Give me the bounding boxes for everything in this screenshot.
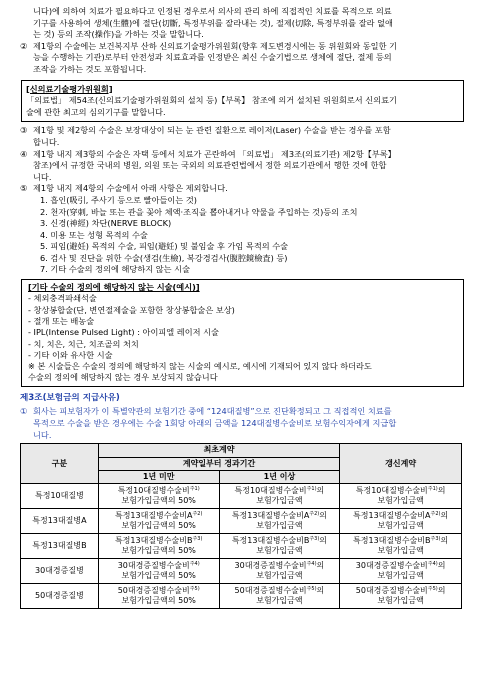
article3-number: ① <box>20 406 28 417</box>
para5-text: 제1항 내지 제4항의 수술에서 아래 사항은 제외합니다. <box>33 183 228 194</box>
article3-line-3: 니다. <box>33 429 52 440</box>
box2-title: [기타 수술의 정의에 해당하지 않는 시술(예시)] <box>28 282 200 293</box>
exclusion-item-6: 6. 검사 및 진단을 위한 수술(생검(生檢), 복강경검사(腹腔鏡檢査) 등) <box>40 252 288 263</box>
box2-item-4: - IPL(Intense Pulsed Light) : 아이피엘 레이저 시술 <box>28 327 219 338</box>
non-surgery-examples-box <box>21 279 464 387</box>
exclusion-item-2: 2. 천자(穿刺, 바늘 또는 관을 꽂아 체액·조직을 뽑아내거나 약물을 주입하는 것)등의 조치 <box>40 206 358 217</box>
para5-number: ⑤ <box>20 183 28 194</box>
intro-line-2: 기구를 사용하여 생체(生體)에 절단(切斷, 특정부위를 잘라내는 것), 절제(切除, 특정부위를 잘라 없애 <box>33 17 393 28</box>
article3-text-1: 회사는 피보험자가 이 특별약관의 보험기간 중에 “124대질병”으로 진단확정되고 그 직접적인 치료를 <box>33 406 392 417</box>
para4-line-1 <box>20 149 464 161</box>
exclusion-item-5: 5. 피임(避妊) 목적의 수술, 피임(避妊) 및 불임술 후 가임 목적의 수술 <box>40 241 289 252</box>
para2-text-1: 제1항의 수술에는 보건복지부 산하 신의료기술평가위원회(향후 제도변경시에는 동 위원회와 동일한 기 <box>33 40 398 51</box>
table-row <box>21 559 462 584</box>
cell-renewal: 특정10대질병수술비$^{주1)}$의 보험가입금액 <box>340 484 462 509</box>
table-row <box>21 509 462 534</box>
cell-over1: 특정13대질병수술비$A^{주2)}$의 보험가입금액 <box>219 509 340 534</box>
cell-under1: 30대경증질병수술비$^{주4)}$ 보험가입금액의 50% <box>98 559 219 584</box>
table-header-elapsed: 계약일부터 경과기간 <box>98 457 339 470</box>
cell-over1: 특정10대질병수술비$^{주1)}$의 보험가입금액 <box>219 484 340 509</box>
exclusion-item-7: 7. 기타 수술의 정의에 해당하지 않는 시술 <box>40 264 190 275</box>
box2-item-6: - 기타 이와 유사한 시술 <box>28 349 113 360</box>
box1-line-2: 술에 관한 최고의 심의기구를 말합니다. <box>26 106 166 117</box>
row-label: 특정10대질병 <box>21 484 99 509</box>
table-header-renewal: 갱신계약 <box>340 444 462 484</box>
new-tech-committee-box <box>21 80 464 123</box>
row-label: 특정13대질병A <box>21 509 99 534</box>
cell-renewal: 30대경증질병수술비$^{주4)}$의 보험가입금액 <box>340 559 462 584</box>
cell-renewal: 특정13대질병수술비$B^{주3)}$의 보험가입금액 <box>340 534 462 559</box>
row-label: 30대경증질병 <box>21 559 99 584</box>
para3-text-1: 제1항 및 제2항의 수술은 보장대상이 되는 눈 관련 질환으로 레이저(Laser) 수술을 받는 경우를 포함 <box>33 125 391 136</box>
para3-line-2: 합니다. <box>33 136 60 147</box>
exclusion-item-3: 3. 신경(神經) 차단(NERVE BLOCK) <box>40 218 172 229</box>
intro-line-1: 니다)에 의하여 치료가 필요하다고 인정된 경우로서 의사의 관리 하에 직접적인 치료를 목적으로 의료 <box>33 6 392 16</box>
row-label: 특정13대질병B <box>21 534 99 559</box>
cell-over1: 50대경증질병수술비$^{주5)}$의 보험가입금액 <box>219 584 340 609</box>
para2-line-3: 조작을 가하는 것도 포함됩니다. <box>33 63 147 74</box>
cell-under1: 특정13대질병수술비$A^{주2)}$ 보험가입금액의 50% <box>98 509 219 534</box>
box1-title: [신의료기술평가위원회] <box>26 83 113 94</box>
para2-line-1 <box>20 41 464 53</box>
box1-line-1: 「의료법」 제54조(신의료기술평가위원회의 설치 등)【부록】 참조에 의거 설치된 위원회로서 신의료기 <box>26 95 397 106</box>
payout-table <box>20 443 462 609</box>
para5-line <box>20 183 464 195</box>
table-header-over1: 1년 이상 <box>219 470 340 483</box>
para3-number: ③ <box>20 125 28 136</box>
exclusion-item-1: 1. 흡인(吸引, 주사기 등으로 빨아들이는 것) <box>40 194 197 205</box>
para2-number: ② <box>20 40 28 51</box>
cell-under1: 특정10대질병수술비$^{주1)}$ 보험가입금액의 50% <box>98 484 219 509</box>
table-row <box>21 534 462 559</box>
table-header-initial: 최초계약 <box>98 444 339 457</box>
box2-item-1: - 체외충격파쇄석술 <box>28 293 97 304</box>
box2-item-2: - 창상봉합술(단, 변연절제술을 포함한 창상봉합술은 보상) <box>28 304 235 315</box>
row-label: 50대경증질병 <box>21 584 99 609</box>
table-header-under1: 1년 미만 <box>98 470 219 483</box>
article3-title: 제3조(보험금의 지급사유) <box>20 392 120 403</box>
cell-renewal: 특정13대질병수술비$A^{주2)}$의 보험가입금액 <box>340 509 462 534</box>
para2-line-2: 능을 수행하는 기관)로부터 안전성과 치료효과를 인정받은 최신 수술기법으로 생체에 절단, 절제 등의 <box>33 52 392 63</box>
box2-note-2: 수술의 정의에 해당하지 않는 경우 보상되지 않습니다 <box>28 372 218 383</box>
para4-line-2: 참조)에서 규정한 국내의 병원, 의원 또는 국외의 의료관련법에서 정한 의료기관에서 행한 것에 한합 <box>33 160 387 171</box>
cell-renewal: 50대경증질병수술비$^{주5)}$의 보험가입금액 <box>340 584 462 609</box>
cell-over1: 30대경증질병수술비$^{주4)}$의 보험가입금액 <box>219 559 340 584</box>
box2-item-3: - 절개 또는 배농술 <box>28 315 95 326</box>
table-row <box>21 484 462 509</box>
para4-number: ④ <box>20 148 28 159</box>
intro-line-3: 는 것) 등의 조작(操作)을 가하는 것을 말합니다. <box>33 29 204 40</box>
para4-line-3: 니다. <box>33 171 52 182</box>
para3-line-1 <box>20 125 464 137</box>
box2-item-5: - 치, 치은, 치근, 치조골의 처치 <box>28 338 139 349</box>
cell-under1: 50대경증질병수술비$^{주5)}$ 보험가입금액의 50% <box>98 584 219 609</box>
article3-line-2: 목적으로 수술을 받은 경우에는 수술 1회당 아래의 금액을 124대질병수술비로 보험수익자에게 지급합 <box>33 417 397 428</box>
cell-under1: 특정13대질병수술비$B^{주3)}$ 보험가입금액의 50% <box>98 534 219 559</box>
table-row <box>21 584 462 609</box>
box2-note-1: ※ 본 시술들은 수술의 정의에 해당하지 않는 시술의 예시로, 예시에 기재되어 있지 않다 하더라도 <box>28 361 372 372</box>
exclusion-item-4: 4. 미용 또는 성형 목적의 수술 <box>40 229 148 240</box>
table-header-category: 구분 <box>21 444 99 484</box>
article3-line-1 <box>20 406 464 418</box>
para4-text-1: 제1항 내지 제3항의 수술은 자택 등에서 치료가 곤란하여 「의료법」 제3조(의료기관) 제2항【부록】 <box>33 148 396 159</box>
cell-over1: 특정13대질병수술비$B^{주3)}$의 보험가입금액 <box>219 534 340 559</box>
